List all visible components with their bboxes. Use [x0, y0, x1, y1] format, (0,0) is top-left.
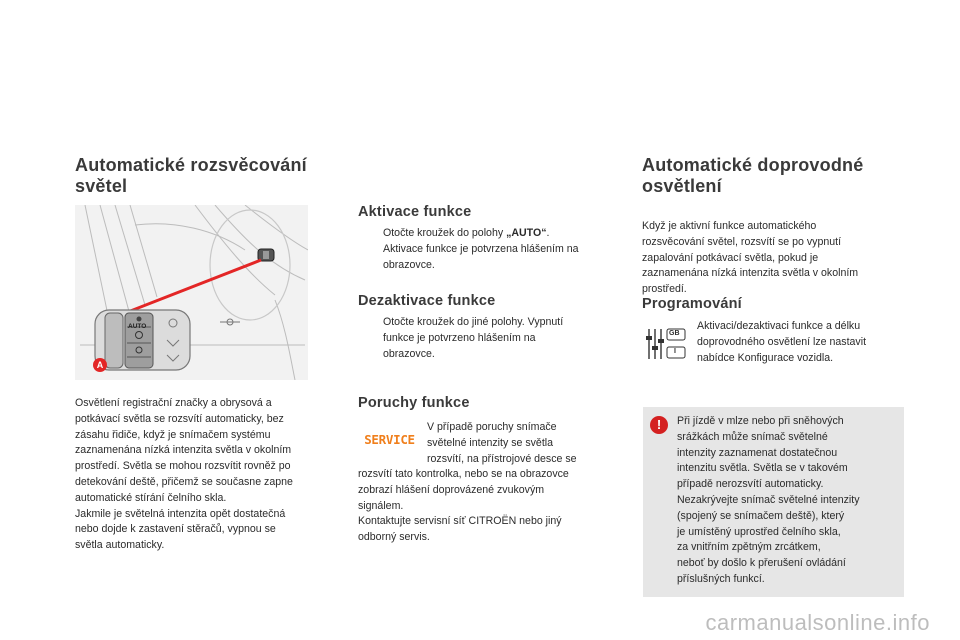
activation-text-post: . Aktivace funkce je potvrzena hlášením na obrazovce. — [383, 227, 579, 271]
language-gb-label: GB — [669, 330, 680, 337]
deactivation-text: Otočte kroužek do jiné polohy. Vypnutí funkce je potvrzeno hlášením na obrazovce. — [383, 316, 564, 360]
activation-heading: Aktivace funkce — [358, 204, 472, 220]
right-intro-text: Když je aktivní funkce automatického rozsvěcování světel, rozsvítí se po vypnutí zapalování potkávací světla, pokud je zaznamenána nízká intenzita světla v okolním prostředí. — [642, 220, 859, 296]
warning-text: Při jízdě v mlze nebo při sněhových srážkách může snímač světelné intenzity zaznamenat dostatečnou intenzitu světla. Světla se v takovém případě nerozsvítí automaticky. Nezakrývejte snímač světelné intenzity (spojený se snímačem deště), který je umístěný uprostřed čelního skla, za vnitřním zpětným zrcátkem, neboť by došlo k přerušení ovládání příslušných funkcí. — [677, 415, 860, 585]
activation-text-pre: Otočte kroužek do polohy — [383, 227, 507, 239]
left-section-title: Automatické rozsvěcování světel — [75, 155, 307, 196]
programming-text: Aktivaci/dezaktivaci funkce a délku doprovodného osvětlení lze nastavit nabídce Konfigurace vozidla. — [697, 320, 867, 364]
activation-step — [361, 226, 631, 276]
auto-position: „AUTO“ — [506, 227, 547, 239]
deactivation-heading: Dezaktivace funkce — [358, 293, 496, 309]
faults-heading: Poruchy funkce — [358, 395, 470, 411]
programming-heading: Programování — [642, 296, 742, 312]
right-section-title: Automatické doprovodné osvětlení — [642, 155, 864, 196]
light-switch-illustration — [75, 205, 308, 380]
info-i-label: I — [674, 348, 676, 355]
deactivation-step — [361, 315, 631, 365]
warning-exclamation-icon: ! — [650, 416, 668, 434]
faults-text-beside: V případě poruchy snímače světelné intenzity se světla rozsvítí, na přístrojové desce se — [427, 421, 577, 465]
watermark: carmanualsonline.info — [705, 610, 930, 635]
left-body-text: Osvětlení registrační značky a obrysová a potkávací světla se rozsvítí automaticky, bez zásahu řidiče, když je snímačem systému zaznamenána nízká intenzita světla v okolním prostředí. Světla se mohou rozsvítit rovněž po detekování deště, přičemž se současne zapne automatické stírání čelního skla. Jakmile je světelná intenzita opět dostatečná nebo dojde k zastavení stěračů, vypnou se světla automaticky. — [75, 397, 293, 552]
auto-label: AUTO — [128, 323, 147, 330]
stalk-drawing — [75, 205, 308, 380]
service-warning-icon: SERVICE — [364, 431, 415, 447]
callout-a: A — [93, 358, 107, 372]
faults-text-below: rozsvítí tato kontrolka, nebo se na obrazovce zobrazí hlášení doprovázené zvukovým signálem. Kontaktujte servisní síť CITROËN nebo jiný odborný servis. — [358, 468, 569, 544]
configuration-menu-icon — [645, 326, 687, 362]
